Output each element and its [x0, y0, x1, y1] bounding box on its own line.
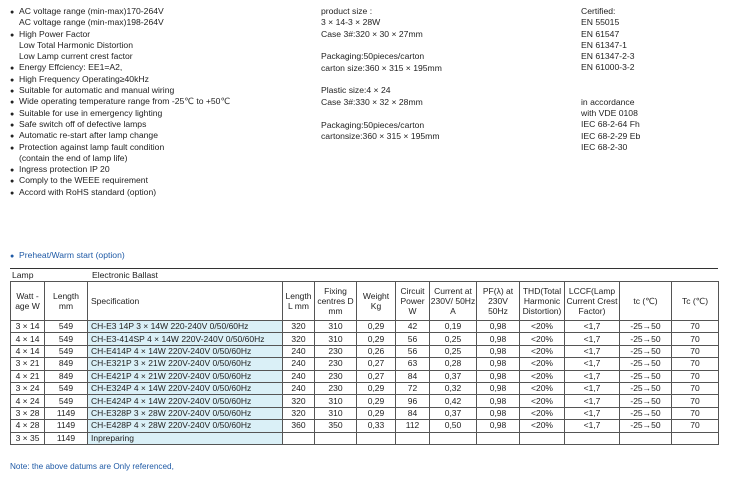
cell-current: 0,32	[430, 382, 477, 394]
cell-fixing-centres: 230	[315, 358, 357, 370]
cell-pf: 0,98	[477, 333, 520, 345]
col-header-current: Current at 230V/ 50Hz A	[430, 282, 477, 321]
cell-tc-ambient	[620, 432, 672, 444]
col-header-tc-case: Tc (℃)	[672, 282, 719, 321]
plastic-size: Plastic size:4 × 24	[321, 85, 391, 96]
cell-wattage: 4 × 28	[11, 420, 45, 432]
feature-item: ● Protection against lamp fault condition	[10, 142, 230, 153]
cell-lamp-length: 849	[45, 370, 88, 382]
cell-weight: 0,27	[357, 358, 396, 370]
cell-thd: <20%	[520, 345, 565, 357]
cell-lamp-length: 849	[45, 358, 88, 370]
cell-length-l: 240	[283, 358, 315, 370]
col-header-pf: PF(λ) at 230V 50Hz	[477, 282, 520, 321]
cell-thd: <20%	[520, 407, 565, 419]
cell-circuit-power	[396, 432, 430, 444]
col-header-fixing-centres: Fixing centres D mm	[315, 282, 357, 321]
cell-circuit-power: 56	[396, 333, 430, 345]
feature-item: Low Total Harmonic Distortion	[19, 39, 133, 50]
product-case-size: Case 3#:320 × 30 × 27mm	[321, 28, 423, 39]
cell-lccf: <1,7	[565, 420, 620, 432]
cell-tc-ambient: -25→50	[620, 382, 672, 394]
case-size-2: Case 3#:330 × 32 × 28mm	[321, 96, 423, 107]
cell-lamp-length: 1149	[45, 420, 88, 432]
cell-lccf: <1,7	[565, 358, 620, 370]
table-header-row	[11, 282, 719, 321]
cell-thd	[520, 432, 565, 444]
cell-weight: 0,29	[357, 395, 396, 407]
cell-pf: 0,98	[477, 358, 520, 370]
iec-item: IEC 68-2-29 Eb	[581, 130, 641, 141]
cell-fixing-centres: 310	[315, 333, 357, 345]
col-header-thd: THD(Total Harmonic Distortion)	[520, 282, 565, 321]
table-row	[11, 358, 719, 370]
cell-thd: <20%	[520, 333, 565, 345]
cell-specification: CH-E324P 4 × 14W 220V-240V 0/50/60Hz	[88, 382, 283, 394]
feature-item: ● Suitable for automatic and manual wiring	[10, 85, 230, 96]
table-body	[11, 321, 719, 445]
cell-length-l: 240	[283, 382, 315, 394]
cell-current: 0,37	[430, 370, 477, 382]
cell-fixing-centres: 310	[315, 321, 357, 333]
cell-specification: CH-E424P 4 × 14W 220V-240V 0/50/60Hz	[88, 395, 283, 407]
cell-tc-ambient: -25→50	[620, 358, 672, 370]
cell-tc-case: 70	[672, 321, 719, 333]
cell-fixing-centres: 230	[315, 345, 357, 357]
cell-circuit-power: 84	[396, 370, 430, 382]
cell-tc-case: 70	[672, 333, 719, 345]
cell-lccf: <1,7	[565, 395, 620, 407]
cell-wattage: 4 × 21	[11, 370, 45, 382]
cell-current	[430, 432, 477, 444]
cell-wattage: 3 × 35	[11, 432, 45, 444]
feature-item: ● Safe switch off of defective lamps	[10, 119, 230, 130]
cell-tc-ambient: -25→50	[620, 333, 672, 345]
cell-lccf: <1,7	[565, 382, 620, 394]
col-header-length-l: Length L mm	[283, 282, 315, 321]
cell-thd: <20%	[520, 382, 565, 394]
preheat-label: Preheat/Warm start (option)	[19, 250, 125, 260]
product-size-block	[321, 6, 442, 142]
cell-current: 0,25	[430, 345, 477, 357]
feature-item: ● Ingress protection IP 20	[10, 164, 230, 175]
cell-lccf	[565, 432, 620, 444]
cell-weight: 0,29	[357, 333, 396, 345]
lamp-group-label: Lamp	[12, 270, 34, 280]
table-row	[11, 321, 719, 333]
cell-pf: 0,98	[477, 382, 520, 394]
certification-block	[581, 6, 640, 153]
features-list	[10, 6, 230, 198]
cell-tc-case: 70	[672, 407, 719, 419]
feature-item: (contain the end of lamp life)	[19, 152, 128, 163]
cert-item: EN 61000-3-2	[581, 62, 635, 73]
col-header-specification: Specification	[88, 282, 283, 321]
cell-lamp-length: 549	[45, 333, 88, 345]
cell-tc-ambient: -25→50	[620, 370, 672, 382]
col-header-lccf: LCCF(Lamp Current Crest Factor)	[565, 282, 620, 321]
cell-fixing-centres: 310	[315, 395, 357, 407]
cell-specification: CH-E428P 4 × 28W 220V-240V 0/50/60Hz	[88, 420, 283, 432]
cell-fixing-centres: 230	[315, 370, 357, 382]
cell-circuit-power: 96	[396, 395, 430, 407]
cell-weight	[357, 432, 396, 444]
cell-wattage: 3 × 24	[11, 382, 45, 394]
cell-current: 0,28	[430, 358, 477, 370]
cell-lamp-length: 1149	[45, 407, 88, 419]
cell-current: 0,25	[430, 333, 477, 345]
cell-tc-case: 70	[672, 382, 719, 394]
cell-tc-ambient: -25→50	[620, 345, 672, 357]
cell-circuit-power: 42	[396, 321, 430, 333]
cell-thd: <20%	[520, 358, 565, 370]
cell-tc-ambient: -25→50	[620, 407, 672, 419]
cell-length-l	[283, 432, 315, 444]
cell-specification: CH-E321P 3 × 21W 220V-240V 0/50/60Hz	[88, 358, 283, 370]
product-size-title: product size :	[321, 6, 373, 16]
cell-lamp-length: 549	[45, 345, 88, 357]
cell-tc-ambient: -25→50	[620, 420, 672, 432]
table-row	[11, 432, 719, 444]
cell-lamp-length: 549	[45, 382, 88, 394]
table-row	[11, 407, 719, 419]
carton-size-1: carton size:360 × 315 × 195mm	[321, 62, 442, 73]
cell-specification: CH-E328P 3 × 28W 220V-240V 0/50/60Hz	[88, 407, 283, 419]
cell-tc-ambient: -25→50	[620, 321, 672, 333]
packaging-1: Packaging:50pieces/carton	[321, 51, 425, 62]
col-header-wattage: Watt -age W	[11, 282, 45, 321]
cell-fixing-centres	[315, 432, 357, 444]
table-row	[11, 345, 719, 357]
col-header-lamp-length: Length mm	[45, 282, 88, 321]
col-header-tc-ambient: tc (℃)	[620, 282, 672, 321]
cell-circuit-power: 63	[396, 358, 430, 370]
cell-pf: 0,98	[477, 420, 520, 432]
cell-circuit-power: 84	[396, 407, 430, 419]
cell-lamp-length: 549	[45, 395, 88, 407]
cell-weight: 0,29	[357, 321, 396, 333]
footer-note: Note: the above datums are Only referenced,	[10, 462, 174, 471]
cell-pf: 0,98	[477, 407, 520, 419]
col-header-weight: Weight Kg	[357, 282, 396, 321]
cell-weight: 0,26	[357, 345, 396, 357]
cert-item: EN 61547	[581, 28, 620, 39]
cell-tc-case: 70	[672, 345, 719, 357]
cell-weight: 0,29	[357, 407, 396, 419]
certified-title: Certified:	[581, 6, 616, 16]
cell-pf: 0,98	[477, 370, 520, 382]
cell-length-l: 320	[283, 395, 315, 407]
cell-specification: CH-E414P 4 × 14W 220V-240V 0/50/60Hz	[88, 345, 283, 357]
cell-circuit-power: 56	[396, 345, 430, 357]
cell-weight: 0,29	[357, 382, 396, 394]
feature-item: ● Comply to the WEEE requirement	[10, 175, 230, 186]
cell-tc-case: 70	[672, 395, 719, 407]
table-group-header	[10, 268, 718, 281]
cell-specification: CH-E421P 4 × 21W 220V-240V 0/50/60Hz	[88, 370, 283, 382]
cert-item: EN 55015	[581, 17, 620, 28]
cell-thd: <20%	[520, 420, 565, 432]
cell-length-l: 320	[283, 321, 315, 333]
cell-circuit-power: 72	[396, 382, 430, 394]
feature-item: AC voltage range (min-max)198-264V	[19, 17, 164, 28]
cell-tc-case: 70	[672, 358, 719, 370]
feature-item: ● Automatic re-start after lamp change	[10, 130, 230, 141]
cell-wattage: 4 × 14	[11, 333, 45, 345]
cell-fixing-centres: 230	[315, 382, 357, 394]
cell-lamp-length: 1149	[45, 432, 88, 444]
table-row	[11, 333, 719, 345]
cell-wattage: 3 × 14	[11, 321, 45, 333]
cell-thd: <20%	[520, 395, 565, 407]
packaging-2: Packaging:50pieces/carton	[321, 119, 425, 130]
cell-fixing-centres: 350	[315, 420, 357, 432]
table-row	[11, 382, 719, 394]
cell-current: 0,42	[430, 395, 477, 407]
cell-wattage: 4 × 24	[11, 395, 45, 407]
vde-text: with VDE 0108	[581, 108, 638, 119]
cell-tc-case	[672, 432, 719, 444]
cell-length-l: 320	[283, 407, 315, 419]
cell-tc-case: 70	[672, 420, 719, 432]
feature-item: Low Lamp current crest factor	[19, 51, 133, 62]
cell-thd: <20%	[520, 370, 565, 382]
cell-thd: <20%	[520, 321, 565, 333]
col-header-circuit-power: Circuit Power W	[396, 282, 430, 321]
cell-lccf: <1,7	[565, 407, 620, 419]
cell-tc-ambient: -25→50	[620, 395, 672, 407]
feature-item: ● Accord with RoHS standard (option)	[10, 187, 230, 198]
iec-item: IEC 68-2-30	[581, 141, 628, 152]
cell-current: 0,37	[430, 407, 477, 419]
cell-pf: 0,98	[477, 321, 520, 333]
cell-circuit-power: 112	[396, 420, 430, 432]
carton-size-2: cartonsize:360 × 315 × 195mm	[321, 130, 440, 141]
feature-item: ● Wide operating temperature range from -25℃ to +50℃	[10, 96, 230, 107]
cell-tc-case: 70	[672, 370, 719, 382]
accordance-text: in accordance	[581, 96, 635, 107]
cell-lccf: <1,7	[565, 333, 620, 345]
cell-length-l: 360	[283, 420, 315, 432]
feature-item: ● Energy Effciency: EE1=A2,	[10, 62, 230, 73]
feature-item: ● High Frequency Operating≥40kHz	[10, 74, 230, 85]
cell-specification: Inpreparing	[88, 432, 283, 444]
ballast-spec-table	[10, 281, 719, 445]
cell-specification: CH-E3-414SP 4 × 14W 220V-240V 0/50/60Hz	[88, 333, 283, 345]
cell-current: 0,50	[430, 420, 477, 432]
iec-item: IEC 68-2-64 Fh	[581, 119, 640, 130]
cell-wattage: 3 × 28	[11, 407, 45, 419]
table-row	[11, 370, 719, 382]
cell-lamp-length: 549	[45, 321, 88, 333]
cell-pf: 0,98	[477, 345, 520, 357]
cell-lccf: <1,7	[565, 321, 620, 333]
table-row	[11, 420, 719, 432]
ballast-group-label: Electronic Ballast	[92, 270, 158, 280]
cell-wattage: 3 × 21	[11, 358, 45, 370]
product-wattage-range: 3 × 14-3 × 28W	[321, 17, 381, 28]
cert-item: EN 61347-2-3	[581, 51, 635, 62]
cell-length-l: 240	[283, 370, 315, 382]
cell-specification: CH-E3 14P 3 × 14W 220-240V 0/50/60Hz	[88, 321, 283, 333]
cell-pf	[477, 432, 520, 444]
cell-lccf: <1,7	[565, 370, 620, 382]
cell-length-l: 320	[283, 333, 315, 345]
cert-item: EN 61347-1	[581, 39, 627, 50]
cell-wattage: 4 × 14	[11, 345, 45, 357]
preheat-option	[10, 250, 125, 260]
cell-fixing-centres: 310	[315, 407, 357, 419]
bullet-icon: ●	[10, 253, 15, 260]
cell-weight: 0,27	[357, 370, 396, 382]
cell-current: 0,19	[430, 321, 477, 333]
cell-length-l: 240	[283, 345, 315, 357]
cell-lccf: <1,7	[565, 345, 620, 357]
feature-item: ● Suitable for use in emergency lighting	[10, 108, 230, 119]
feature-item: ● AC voltage range (min-max)170-264V	[10, 6, 230, 17]
cell-weight: 0,33	[357, 420, 396, 432]
feature-item: ● High Power Factor	[10, 29, 230, 40]
table-row	[11, 395, 719, 407]
cell-pf: 0,98	[477, 395, 520, 407]
